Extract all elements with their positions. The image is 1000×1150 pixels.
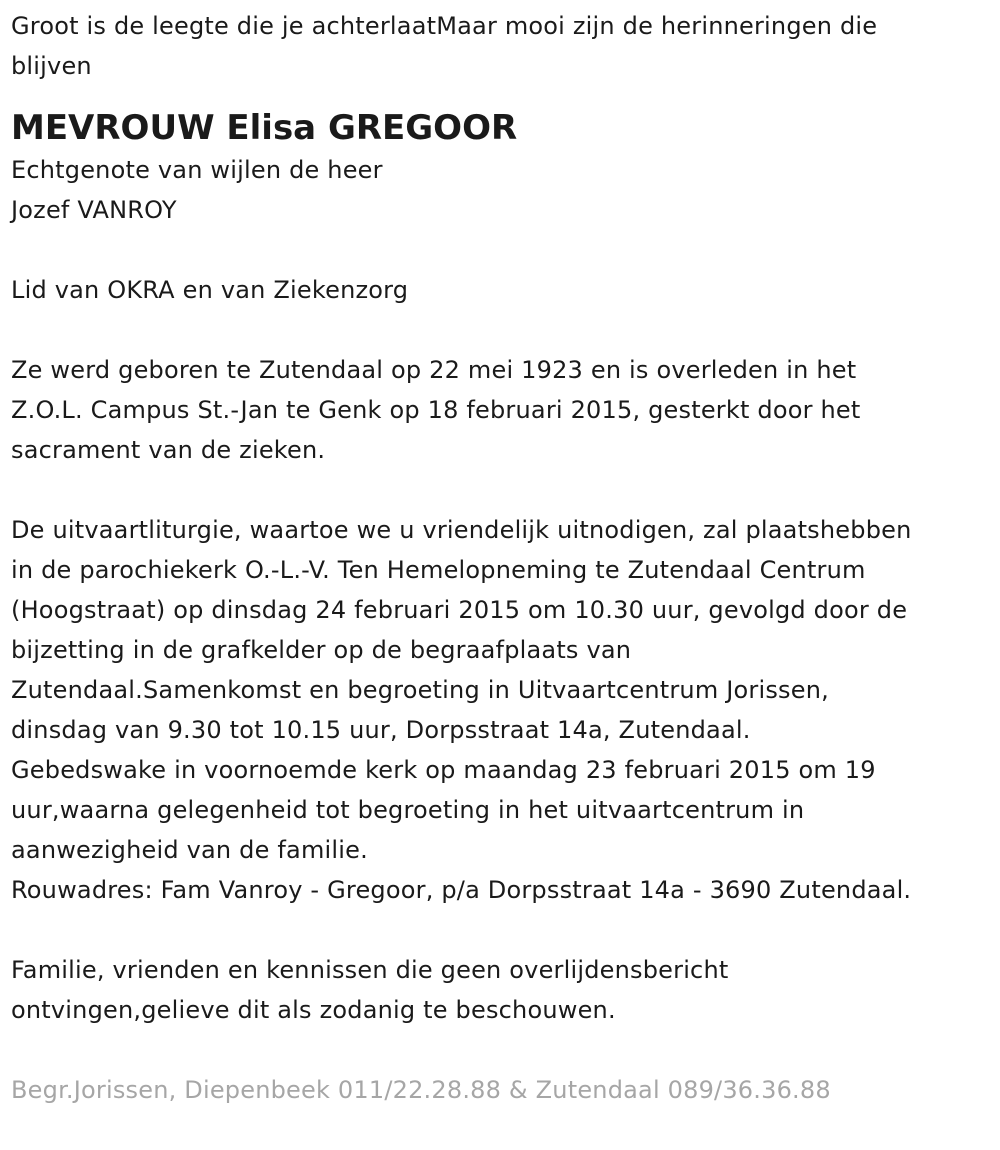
birth-death-line: Ze werd geboren te Zutendaal op 22 mei 1923 en is overleden in het [11,356,857,384]
funeral-line: (Hoogstraat) op dinsdag 24 februari 2015 om 10.30 uur, gevolgd door de [11,596,908,624]
notice-section [11,950,989,1030]
funeral-line: De uitvaartliturgie, waartoe we u vriendelijk uitnodigen, zal plaatshebben [11,516,912,544]
spacer [11,1030,989,1070]
spacer [11,310,989,350]
birth-death-line: sacrament van de zieken. [11,436,326,464]
spacer [11,470,989,510]
spouse-line: Echtgenote van wijlen de heer [11,156,383,184]
membership-text: Lid van OKRA en van Ziekenzorg [11,276,409,304]
birth-death-section [11,350,989,470]
funeral-line: uur,waarna gelegenheid tot begroeting in het uitvaartcentrum in [11,796,805,824]
funeral-line: dinsdag van 9.30 tot 10.15 uur, Dorpsstraat 14a, Zutendaal. [11,716,751,744]
quote-line: blijven [11,52,92,80]
birth-death-line: Z.O.L. Campus St.-Jan te Genk op 18 februari 2015, gesterkt door het [11,396,861,424]
memorial-quote [11,6,989,86]
notice-line: ontvingen,gelieve dit als zodanig te beschouwen. [11,996,616,1024]
funeral-home-footer: Begr.Jorissen, Diepenbeek 011/22.28.88 & Zutendaal 089/36.36.88 [11,1076,831,1104]
spouse-line: Jozef VANROY [11,196,177,224]
quote-line: Groot is de leegte die je achterlaatMaar mooi zijn de herinneringen die [11,12,878,40]
funeral-line: Gebedswake in voornoemde kerk op maandag 23 februari 2015 om 19 [11,756,876,784]
spouse-section [11,150,989,230]
spacer [11,230,989,270]
notice-line: Familie, vrienden en kennissen die geen overlijdensbericht [11,956,729,984]
funeral-line: bijzetting in de grafkelder op de begraafplaats van [11,636,632,664]
deceased-name: MEVROUW Elisa GREGOOR [11,108,518,148]
mourning-address: Rouwadres: Fam Vanroy - Gregoor, p/a Dorpsstraat 14a - 3690 Zutendaal. [11,876,912,904]
spacer [11,910,989,950]
funeral-line: Zutendaal.Samenkomst en begroeting in Uitvaartcentrum Jorissen, [11,676,829,704]
funeral-line: in de parochiekerk O.-L.-V. Ten Hemelopneming te Zutendaal Centrum [11,556,866,584]
funeral-section [11,510,989,910]
funeral-line: aanwezigheid van de familie. [11,836,368,864]
